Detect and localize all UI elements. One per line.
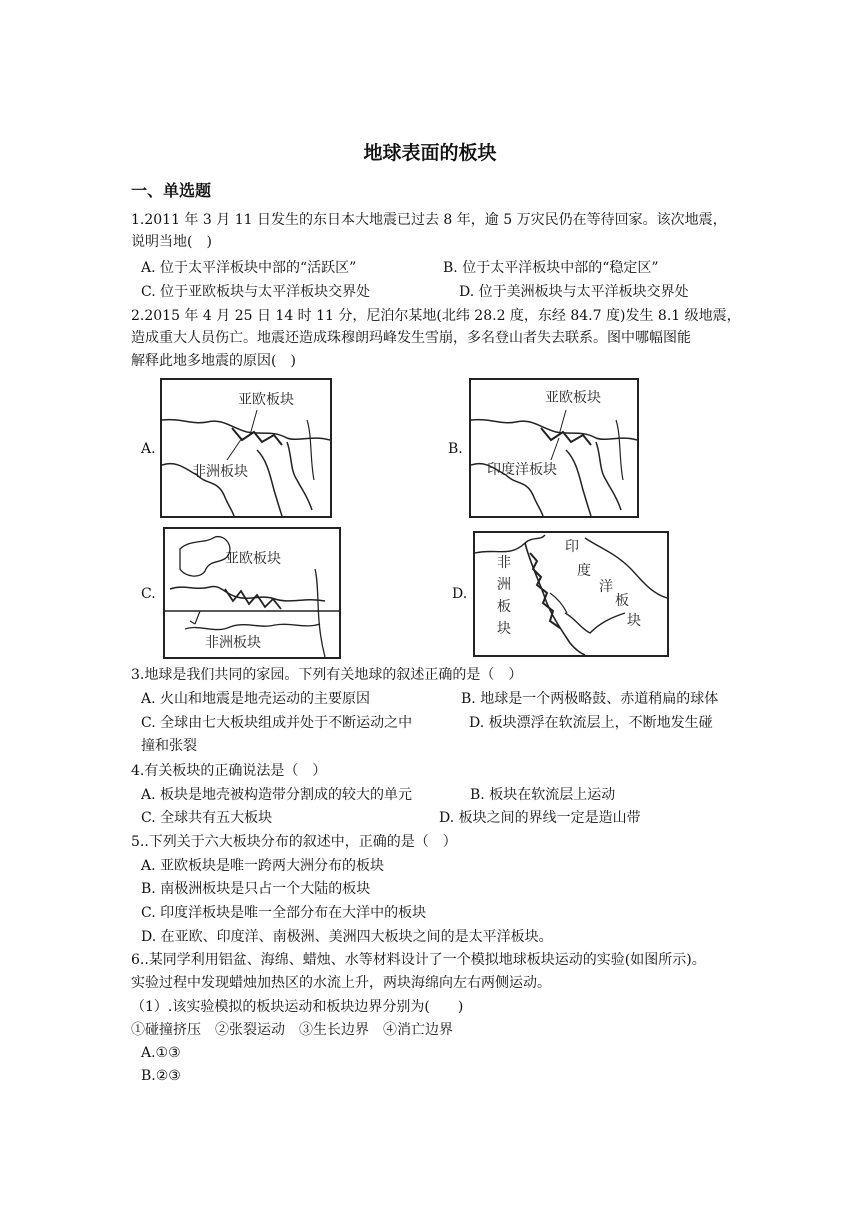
q5-option-b: B. 南极洲板块是只占一个大陆的板块	[141, 881, 371, 897]
map-d-label-right-3: 洋	[599, 579, 613, 595]
q3-option-d: D. 板块漂浮在软流层上，不断地发生碰	[469, 715, 713, 731]
q6-stem-line2: 实验过程中发现蜡烛加热区的水流上升，两块海绵向左右两侧运动。	[131, 975, 551, 991]
map-b	[469, 378, 639, 518]
q5-option-d: D. 在亚欧、印度洋、南极洲、美洲四大板块之间的是太平洋板块。	[141, 929, 553, 945]
q2-option-c: C.	[141, 586, 156, 602]
q2-stem-line1: 2.2015 年 4 月 25 日 14 时 11 分，尼泊尔某地(北纬 28.2 度，东经 84.7 度)发生 8.1 级地震，	[131, 308, 741, 324]
map-d-label-left-3: 板	[497, 599, 511, 615]
map-a	[160, 378, 332, 518]
q1-option-a: A. 位于太平洋板块中部的“活跃区”	[141, 260, 357, 276]
q6-option-a: A.①③	[141, 1045, 181, 1061]
map-d	[473, 531, 669, 657]
q2-option-b: B.	[448, 441, 463, 457]
q6-stem-line1: 6..某同学利用铝盆、海绵、蜡烛、水等材料设计了一个模拟地球板块运动的实验(如图所示)。	[131, 952, 706, 968]
q4-option-d: D. 板块之间的界线一定是造山带	[439, 810, 641, 826]
q3-option-b: B. 地球是一个两极略鼓、赤道稍扁的球体	[461, 691, 719, 707]
map-d-label-right-5: 块	[627, 613, 641, 629]
map-d-label-left-2: 洲	[497, 577, 511, 593]
q4-option-b: B. 板块在软流层上运动	[470, 787, 616, 803]
q2-option-a: A.	[141, 441, 156, 457]
map-d-label-right-1: 印	[565, 539, 579, 555]
q1-stem-line1: 1.2011 年 3 月 11 日发生的东日本大地震已过去 8 年，逾 5 万灾民仍在等待回家。该次地震，	[131, 212, 727, 228]
section-heading: 一、单选题	[131, 181, 212, 200]
q5-option-a: A. 亚欧板块是唯一跨两大洲分布的板块	[141, 858, 385, 874]
map-d-label-right-2: 度	[577, 563, 591, 579]
map-b-label-bottom: 印度洋板块	[487, 462, 557, 478]
map-d-label-right-4: 板	[615, 593, 629, 609]
q3-option-a: A. 火山和地震是地壳运动的主要原因	[141, 691, 371, 707]
q6-sub-items: ①碰撞挤压 ②张裂运动 ③生长边界 ④消亡边界	[131, 1022, 453, 1038]
map-a-label-bottom: 非洲板块	[192, 464, 248, 480]
map-c-label-bottom: 非洲板块	[205, 635, 261, 651]
q4-option-c: C. 全球共有五大板块	[141, 810, 273, 826]
q1-option-d: D. 位于美洲板块与太平洋板块交界处	[459, 284, 689, 300]
q2-stem-line2: 造成重大人员伤亡。地震还造成珠穆朗玛峰发生雪崩，多名登山者失去联系。图中哪幅图能	[131, 330, 691, 346]
q2-option-d: D.	[452, 586, 468, 602]
q6-sub-question-1: （1）.该实验模拟的板块运动和板块边界分别为( )	[131, 999, 464, 1015]
q1-option-c: C. 位于亚欧板块与太平洋板块交界处	[141, 284, 371, 300]
q5-stem: 5..下列关于六大板块分布的叙述中，正确的是（ ）	[131, 834, 457, 850]
q3-option-d-cont: 撞和张裂	[141, 738, 197, 754]
map-b-label-top: 亚欧板块	[545, 390, 601, 406]
q3-stem: 3.地球是我们共同的家园。下列有关地球的叙述正确的是（ ）	[131, 667, 523, 683]
q5-option-c: C. 印度洋板块是唯一全部分布在大洋中的板块	[141, 905, 427, 921]
q6-option-b: B.②③	[141, 1068, 181, 1084]
q4-stem: 4.有关板块的正确说法是（ ）	[131, 763, 327, 779]
q2-stem-line3: 解释此地多地震的原因( )	[131, 353, 296, 369]
q3-option-c: C. 全球由七大板块组成并处于不断运动之中	[141, 715, 413, 731]
map-a-label-top: 亚欧板块	[238, 392, 294, 408]
q4-option-a: A. 板块是地壳被构造带分割成的较大的单元	[141, 787, 413, 803]
page-title: 地球表面的板块	[363, 142, 497, 164]
map-d-label-left-4: 块	[497, 621, 511, 637]
q1-stem-line2: 说明当地( )	[131, 234, 212, 250]
q1-option-b: B. 位于太平洋板块中部的“稳定区”	[443, 260, 659, 276]
map-c	[163, 527, 341, 659]
map-c-label-top: 亚欧板块	[225, 551, 281, 567]
map-d-label-left-1: 非	[497, 555, 511, 571]
